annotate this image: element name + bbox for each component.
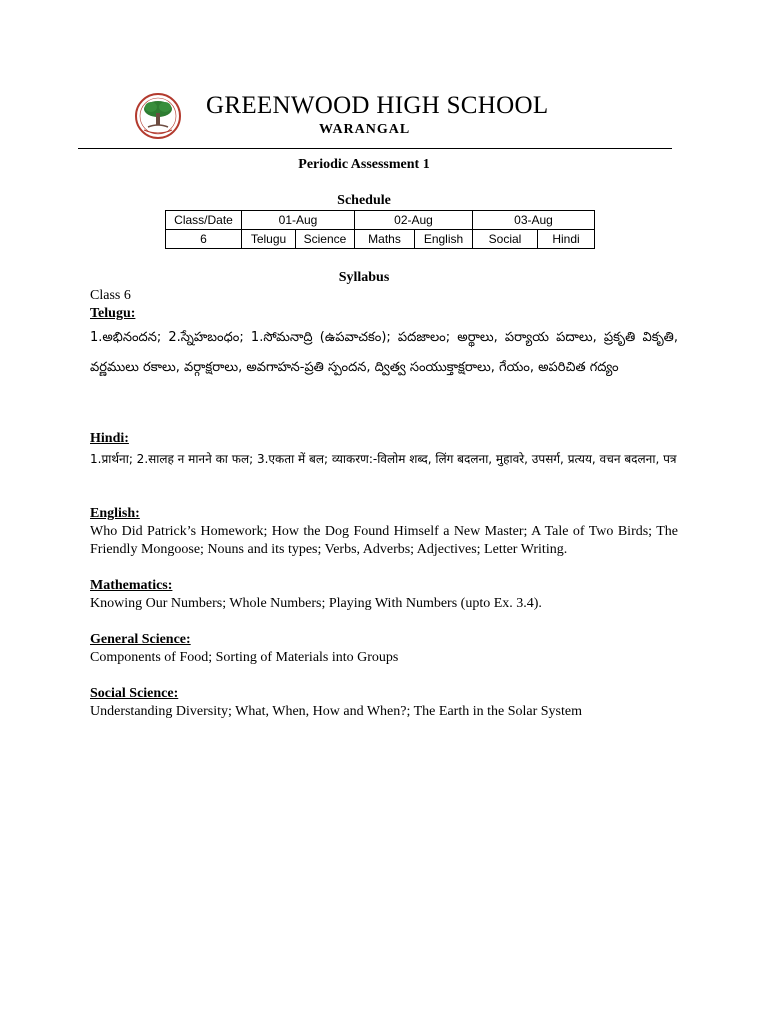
hindi-heading: Hindi: [90,431,129,446]
table-cell-date-1: 01-Aug [242,211,355,230]
telugu-section [90,305,678,383]
table-cell-subject: Social [473,230,538,249]
assessment-title: Periodic Assessment 1 [298,157,430,172]
social-science-section [90,685,678,721]
class-label: Class 6 [90,288,131,303]
table-cell-subject: Science [296,230,355,249]
telugu-heading: Telugu: [90,306,136,321]
general-science-section [90,631,678,667]
schedule-table [165,210,595,249]
table-cell-subject: English [415,230,473,249]
table-cell-subject: Telugu [242,230,296,249]
table-cell-date-2: 02-Aug [355,211,473,230]
social-science-syllabus-text: Understanding Diversity; What, When, How and When?; The Earth in the Solar System [90,704,582,719]
mathematics-section [90,577,678,613]
table-cell-subject: Maths [355,230,415,249]
table-row [166,230,595,249]
school-name: GREENWOOD HIGH SCHOOL [206,92,549,119]
table-cell-date-3: 03-Aug [473,211,595,230]
syllabus-heading: Syllabus [338,270,390,285]
table-cell-class: 6 [166,230,242,249]
table-cell-class-date: Class/Date [166,211,242,230]
school-city: WARANGAL [319,122,411,137]
mathematics-syllabus-text: Knowing Our Numbers; Whole Numbers; Playing With Numbers (upto Ex. 3.4). [90,596,542,611]
english-section [90,505,678,559]
mathematics-heading: Mathematics: [90,578,173,593]
hindi-section [90,430,678,470]
general-science-heading: General Science: [90,632,191,647]
school-logo-icon [134,92,182,140]
english-syllabus-text: Who Did Patrick’s Homework; How the Dog Found Himself a New Master; A Tale of Two Birds; The Friendly Mongoose; Nouns and its types; Verbs, Adverbs; Adjectives; Letter Writing. [90,524,678,557]
table-header-row [166,211,595,230]
english-heading: English: [90,506,140,521]
telugu-syllabus-text: 1.అభినందన; 2.స్నేహబంధం; 1.సోమనాద్రి (ఉపవాచకం); పదజాలం; అర్థాలు, పర్యాయ పదాలు, ప్రకృతి వికృతి, వర్ణములు రకాలు, వర్గాక్షరాలు, అవగాహన-ప్రతి స్పందన, ద్విత్వ సంయుక్తాక్షరాలు, గేయం, అపరిచిత గద్యం [90,330,678,375]
table-cell-subject: Hindi [538,230,595,249]
schedule-heading: Schedule [337,193,391,208]
header-divider [78,148,672,149]
general-science-syllabus-text: Components of Food; Sorting of Materials into Groups [90,650,399,665]
social-science-heading: Social Science: [90,686,179,701]
hindi-syllabus-text: 1.प्रार्थना; 2.सालह न मानने का फल; 3.एकता में बल; व्याकरण:-विलोम शब्द, लिंग बदलना, मुहावरे, उपसर्ग, प्रत्यय, वचन बदलना, पत्र [90,452,677,466]
